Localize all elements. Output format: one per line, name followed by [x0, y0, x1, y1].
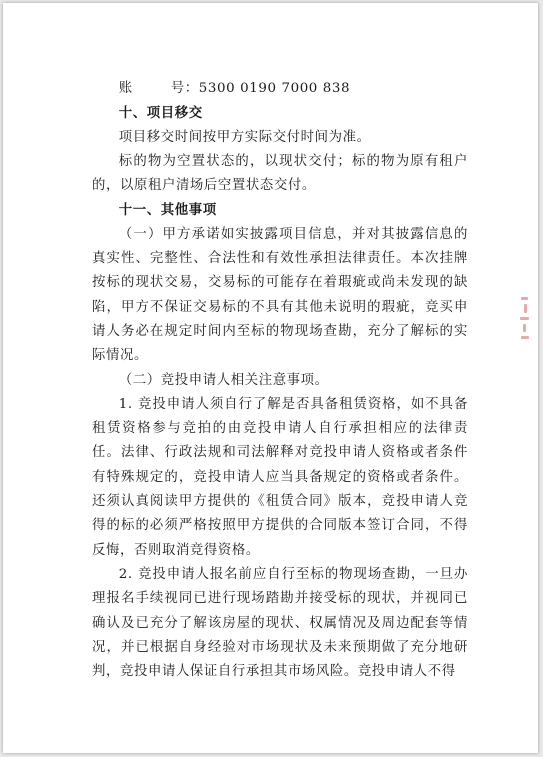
section-11-paragraph: 1. 竞投申请人须自行了解是否具备租赁资格，如不具备租赁资格参与竞拍的由竞投申请人自行承担相应的法律责任。法律、行政法规和司法解释对竞投申请人资格或者条件有特殊规定的，竞投申请人应当具备规定的资格或者条件。还须认真阅读甲方提供的《租赁合同》版本，竞投申请人竞得的标的必须严格按照甲方提供的合同版本签订合同，不得反悔，否则取消竞得资格。 — [92, 396, 468, 558]
section-11-paragraph: 2. 竞投申请人报名前应自行至标的物现场查勘，一旦办理报名手续视同已进行现场踏勘并接受标的现状，并视同已确认及已充分了解该房屋的现状、权属情况及周边配套等情况，并已根据自身经验对市场现状及未来预期做了充分地研判，竞投申请人保证自行承担其市场风险。竞投申请人不得 — [92, 566, 468, 680]
document-body — [92, 77, 468, 684]
section-11-heading: 十一、其他事项 — [118, 202, 217, 219]
section-10-heading: 十、项目移交 — [118, 105, 203, 122]
section-11-paragraph: （二）竞投申请人相关注意事项。 — [118, 372, 329, 388]
document-page — [3, 3, 538, 753]
section-11-paragraph: （一）甲方承诺如实披露项目信息，并对其披露信息的真实性、完整性、合法性和有效性承担法律责任。本次挂牌按标的现状交易，交易标的可能存在着瑕疵或尚未发现的缺陷，甲方不保证交易标的不具有其他未说明的瑕疵，竞买申请人务必在规定时间内至标的物现场查勘，充分了解标的实际情况。 — [92, 226, 468, 364]
account-label-left: 账 — [118, 81, 133, 96]
account-number: 5300 0190 7000 838 — [198, 81, 351, 96]
account-label-right: 号： — [170, 81, 199, 96]
seal-edge-mark — [519, 295, 533, 345]
section-10-paragraph: 标的物为空置状态的，以现状交付；标的物为原有租户的，以原租户清场后空置状态交付。 — [92, 153, 468, 194]
account-line — [92, 77, 468, 101]
section-10-paragraph: 项目移交时间按甲方实际交付时间为准。 — [118, 129, 371, 145]
